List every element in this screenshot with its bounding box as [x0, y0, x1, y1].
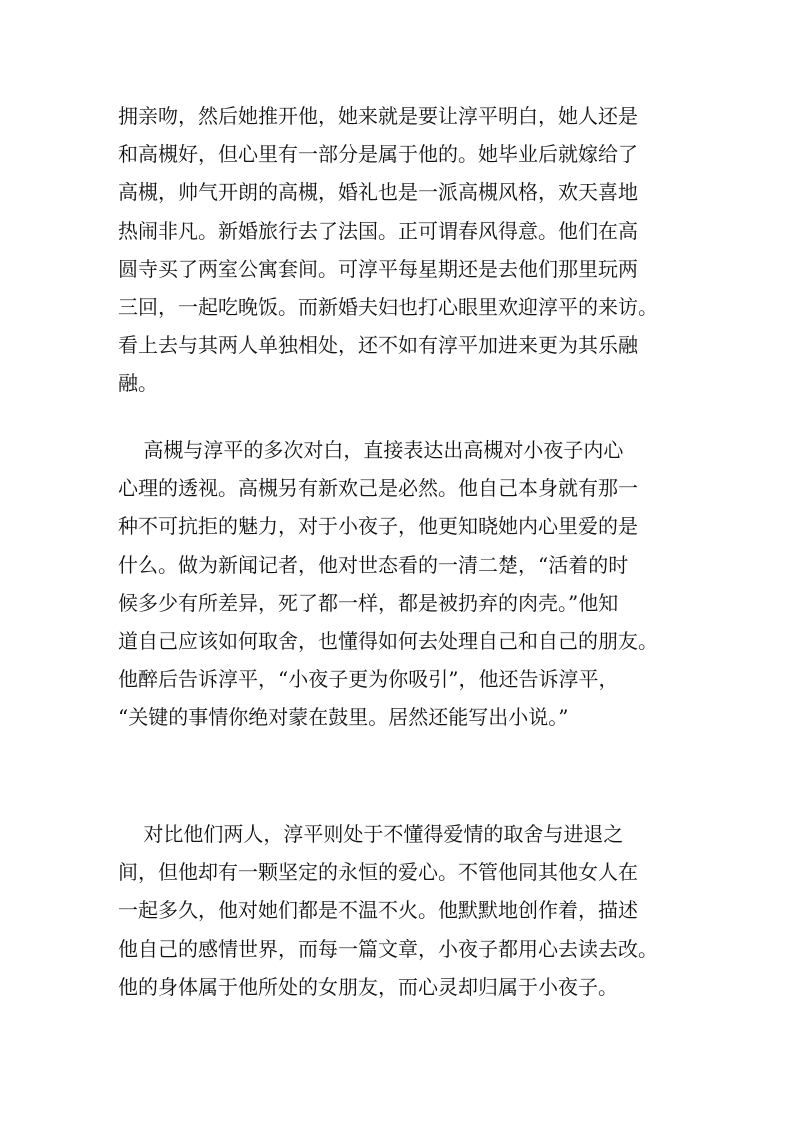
- text-line: 拥亲吻，然后她推开他，她来就是要让淳平明白，她人还是: [118, 104, 638, 128]
- text-line: 道自己应该如何取舍，也懂得如何去处理自己和自己的朋友。: [118, 628, 658, 653]
- text-line: 和高槻好，但心里有一部分是属于他的。她毕业后就嫁给了: [118, 142, 638, 167]
- text-line: 候多少有所差异，死了都一样，都是被扔弃的肉壳。”他知: [118, 590, 619, 615]
- text-line: 一起多久，他对她们都是不温不火。他默默地创作着，描述: [118, 898, 638, 923]
- text-line: 融。: [118, 371, 158, 396]
- text-line: 热闹非凡。新婚旅行去了法国。正可谓春风得意。他们在高: [118, 218, 638, 243]
- text-line: 他自己的感情世界，而每一篇文章，小夜子都用心去读去改。: [118, 936, 658, 961]
- text-line: 高槻，帅气开朗的高槻，婚礼也是一派高槻风格，欢天喜地: [118, 180, 638, 205]
- text-line: 圆寺买了两室公寓套间。可淳平每星期还是去他们那里玩两: [118, 256, 638, 281]
- text-line: 对比他们两人，淳平则处于不懂得爱情的取舍与进退之: [118, 822, 624, 846]
- text-line: “关键的事情你绝对蒙在鼓里。居然还能写出小说。”: [118, 705, 569, 730]
- paragraph-1: [118, 97, 678, 403]
- text-line: 三回，一起吃晚饭。而新婚夫妇也打心眼里欢迎淳平的来访。: [118, 294, 658, 319]
- text-line: 高槻与淳平的多次对白，直接表达出高槻对小夜子内心: [118, 438, 624, 462]
- text-line: 他醉后告诉淳平，“小夜子更为你吸引”，他还告诉淳平，: [118, 667, 619, 692]
- text-line: 他的身体属于他所处的女朋友，而心灵却归属于小夜子。: [118, 974, 618, 999]
- text-line: 间，但他却有一颗坚定的永恒的爱心。不管他同其他女人在: [118, 860, 638, 885]
- paragraph-3: [118, 815, 678, 1006]
- paragraph-2: [118, 431, 678, 737]
- text-line: 种不可抗拒的魅力，对于小夜子，他更知晓她内心里爱的是: [118, 514, 638, 539]
- text-line: 心理的透视。高槻另有新欢己是必然。他自己本身就有那一: [118, 476, 638, 501]
- text-line: 看上去与其两人单独相处，还不如有淳平加进来更为其乐融: [118, 333, 638, 358]
- text-line: 什么。做为新闻记者，他对世态看的一清二楚，“活着的时: [118, 552, 629, 577]
